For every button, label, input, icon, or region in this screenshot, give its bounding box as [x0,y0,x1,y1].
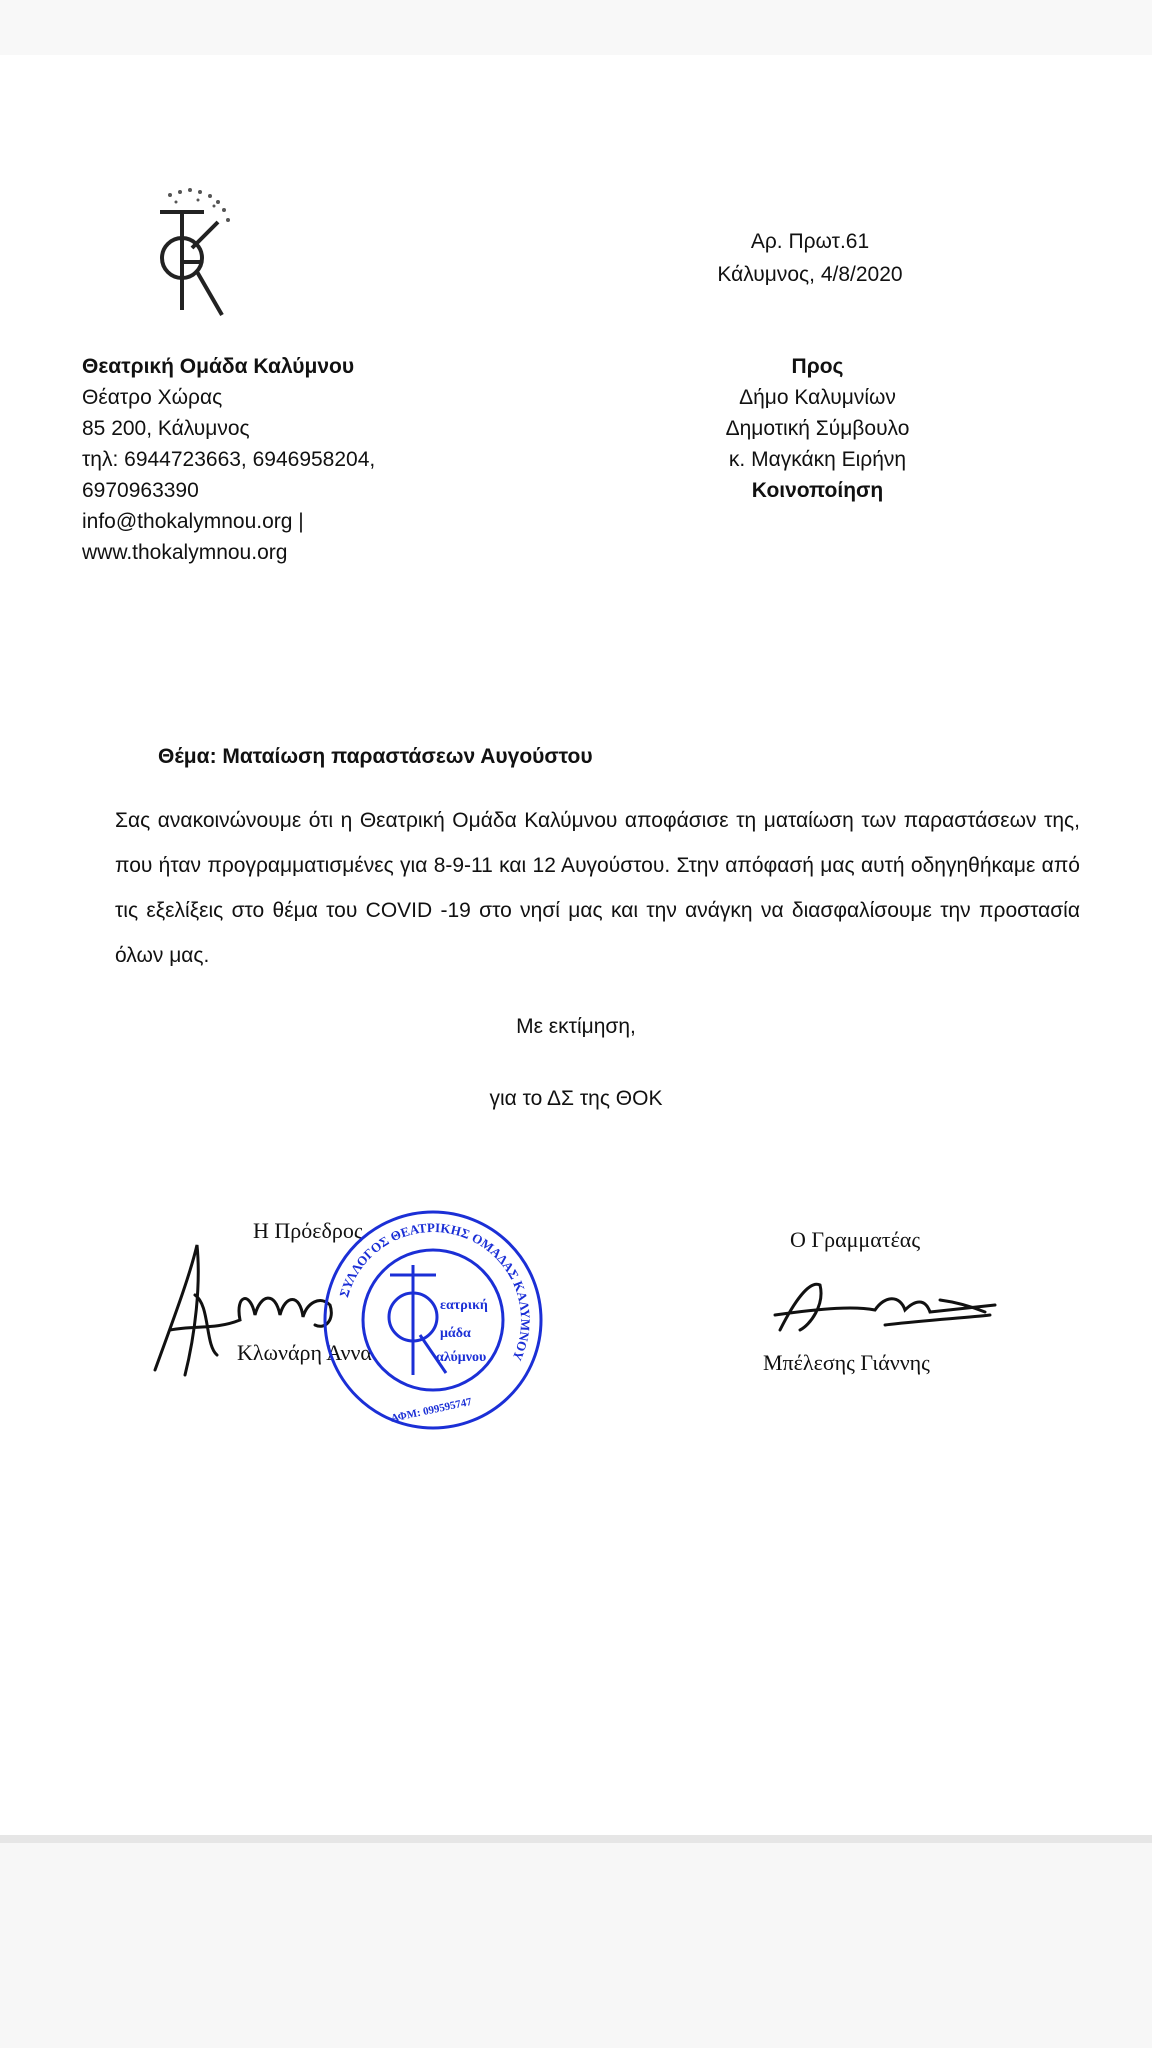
recipient-block [650,351,985,506]
sender-line: 85 200, Κάλυμνος [82,417,250,440]
association-stamp [318,1205,548,1435]
closing-on-behalf: για το ΔΣ της ΘΟΚ [489,1087,663,1110]
president-name: Κλωνάρη Άννα [237,1340,372,1365]
stamp-center-line3: αλύμνου [436,1350,487,1365]
secretary-title: Ο Γραμματέας [790,1227,921,1252]
recipient-line: Δημοτική Σύμβουλο [725,417,910,440]
recipient-to-label: Προς [791,355,844,378]
sender-name: Θεατρική Ομάδα Καλύμνου [82,355,355,378]
closing-regards: Με εκτίμηση, [516,1015,636,1038]
viewer-bottom-area [0,1835,1152,2048]
secretary-signature [765,1270,1005,1350]
president-title: Η Πρόεδρος [253,1218,363,1243]
sender-line: τηλ: 6944723663, 6946958204, [82,448,376,471]
reference-block [640,225,980,291]
stamp-center-line1: εατρική [440,1298,488,1313]
sender-email: info@thokalymnou.org | [82,510,304,533]
place-date: Κάλυμνος, 4/8/2020 [717,263,903,286]
recipient-cc-label: Κοινοποίηση [751,479,884,502]
subject-line: Θέμα: Ματαίωση παραστάσεων Αυγούστου [158,745,593,768]
protocol-number: Αρ. Πρωτ.61 [750,230,870,253]
stamp-center-line2: μάδα [440,1326,471,1341]
letter-body: Σας ανακοινώνουμε ότι η Θεατρική Ομάδα Καλύμνου αποφάσισε τη ματαίωση των παραστάσεων της, που ήταν προγραμματισμένες για 8-9-11 και 12 Αυγούστου. Στην απόφασή μας αυτή οδηγηθήκαμε από τις εξελίξεις στο θέμα του COVID -19 στο νησί μας και την ανάγκη να διασφαλίσουμε την προστασία όλων μας. [115,809,1080,967]
thok-logo [140,140,260,320]
recipient-line: κ. Μαγκάκη Ειρήνη [728,448,907,471]
sender-website: www.thokalymnou.org [82,541,288,564]
stamp-ring-text: ΣΥΛΛΟΓΟΣ ΘΕΑΤΡΙΚΗΣ ΟΜΑΔΑΣ ΚΑΛΥΜΝΟΥ [336,1219,534,1363]
sender-block [82,351,502,568]
sender-line: Θέατρο Χώρας [82,386,223,409]
secretary-name: Μπέλεσης Γιάννης [763,1350,930,1375]
sender-line: 6970963390 [82,479,199,502]
stamp-afm: ΑΦΜ: 099595747 [389,1395,473,1425]
recipient-line: Δήμο Καλυμνίων [739,386,896,409]
